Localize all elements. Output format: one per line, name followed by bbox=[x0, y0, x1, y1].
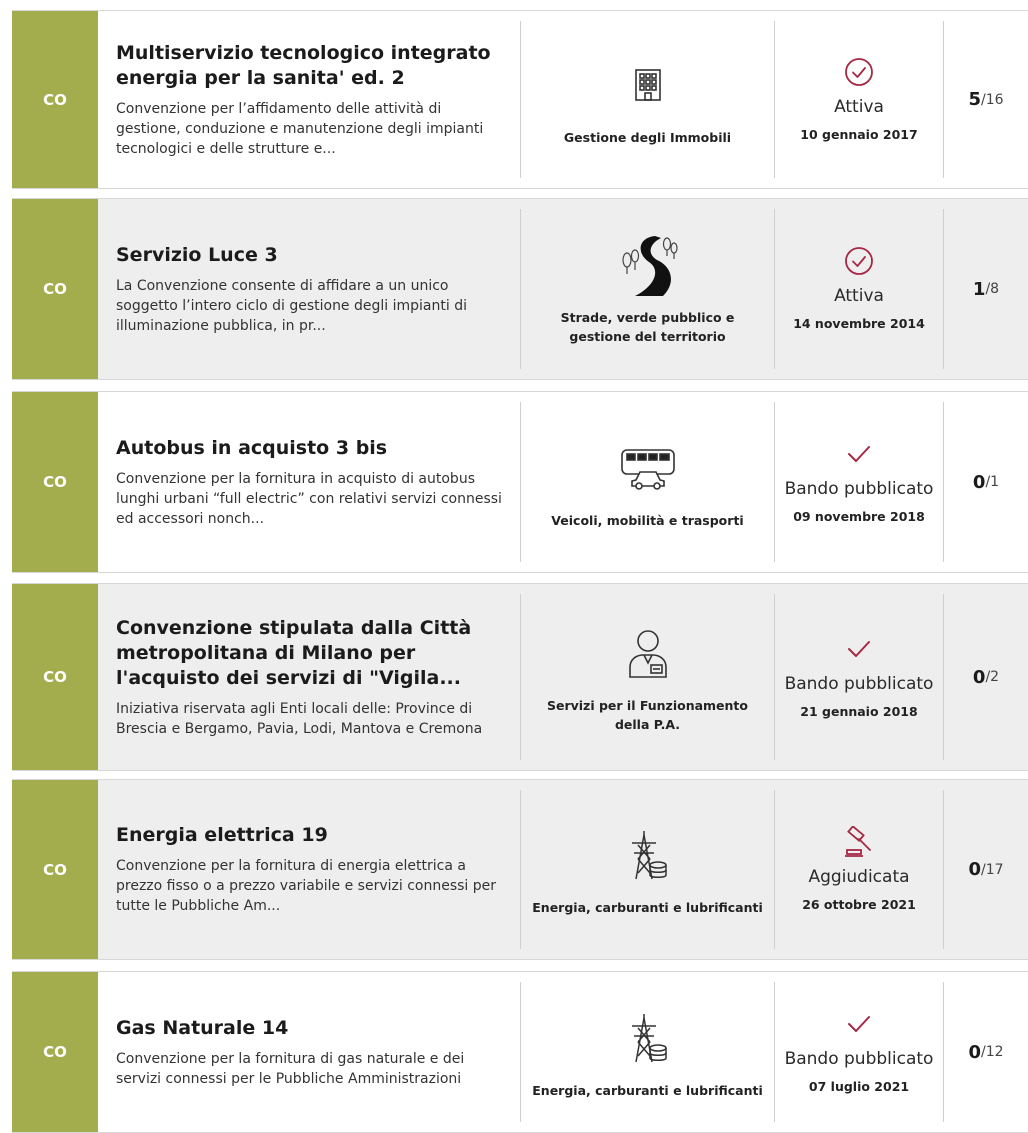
status-label: Bando pubblicato bbox=[784, 479, 934, 499]
type-tag: CO bbox=[12, 584, 98, 770]
status-cell bbox=[775, 972, 943, 1132]
status-label: Bando pubblicato bbox=[784, 674, 934, 694]
counter-value: 0 bbox=[972, 471, 986, 493]
initiative-title[interactable]: Gas Naturale 14 bbox=[116, 1016, 289, 1039]
status-date: 07 luglio 2021 bbox=[808, 1079, 910, 1094]
initiative-card[interactable] bbox=[12, 779, 1028, 960]
category-cell bbox=[521, 11, 774, 188]
initiative-card[interactable] bbox=[12, 583, 1028, 771]
category-cell bbox=[521, 199, 774, 379]
category-label: Gestione degli Immobili bbox=[563, 130, 732, 145]
counter-total: 2 bbox=[990, 669, 1000, 685]
counter-separator: / bbox=[985, 669, 991, 685]
initiative-title[interactable]: Autobus in acquisto 3 bis bbox=[116, 436, 388, 459]
status-label: Attiva bbox=[834, 96, 884, 117]
counter-total: 17 bbox=[985, 861, 1004, 878]
gavel-icon bbox=[843, 825, 875, 859]
checkmark-icon bbox=[846, 1007, 872, 1041]
status-date: 10 gennaio 2017 bbox=[800, 126, 918, 142]
counter-separator: / bbox=[985, 474, 991, 490]
building-icon bbox=[634, 52, 662, 118]
check-circle-icon bbox=[844, 244, 874, 278]
initiative-info bbox=[98, 584, 520, 770]
initiative-description: La Convenzione consente di affidare a un unico soggetto l’intero ciclo di gestione degli impianti di illuminazione pubblica, in pr... bbox=[116, 277, 467, 334]
initiative-info bbox=[98, 972, 520, 1132]
initiative-title[interactable]: Multiservizio tecnologico integrato energia per la sanita' ed. 2 bbox=[116, 41, 491, 89]
power-tower-icon bbox=[628, 822, 668, 888]
category-cell bbox=[521, 392, 774, 572]
lot-counter bbox=[944, 972, 1028, 1132]
bus-car-icon bbox=[618, 435, 678, 501]
type-tag: CO bbox=[12, 392, 98, 572]
status-date: 21 gennaio 2018 bbox=[800, 704, 918, 719]
initiative-description: Iniziativa riservata agli Enti locali delle: Province di Brescia e Bergamo, Pavia, Lodi, Mantova e Cremona bbox=[116, 700, 483, 737]
lot-counter bbox=[944, 199, 1028, 379]
status-date: 09 novembre 2018 bbox=[793, 509, 925, 524]
counter-total: 8 bbox=[990, 281, 1000, 297]
category-cell bbox=[521, 972, 774, 1132]
status-label: Bando pubblicato bbox=[784, 1049, 934, 1069]
check-circle-icon bbox=[844, 55, 874, 89]
initiative-description: Convenzione per la fornitura di energia elettrica a prezzo fisso o a prezzo variabile e servizi connessi per tutte le Pubbliche Am... bbox=[116, 858, 497, 914]
category-label: Energia, carburanti e lubrificanti bbox=[532, 900, 763, 915]
counter-total: 1 bbox=[990, 474, 1000, 490]
category-label: Servizi per il Funzionamento della P.A. bbox=[546, 698, 748, 732]
category-label: Veicoli, mobilità e trasporti bbox=[551, 512, 744, 528]
counter-value: 0 bbox=[972, 666, 986, 688]
counter-value: 5 bbox=[968, 89, 981, 110]
road-trees-icon bbox=[615, 232, 681, 298]
initiative-description: Convenzione per la fornitura in acquisto di autobus lunghi urbani “full electric” con relativi servizi connessi ed accessori nonch... bbox=[116, 470, 502, 527]
checkmark-icon bbox=[846, 437, 872, 471]
counter-separator: / bbox=[980, 861, 986, 878]
status-cell bbox=[775, 11, 943, 188]
initiative-title[interactable]: Convenzione stipulata dalla Città metropolitana di Milano per l'acquisto dei servizi di "Vigila... bbox=[116, 616, 472, 689]
category-label: Energia, carburanti e lubrificanti bbox=[532, 1082, 763, 1098]
initiative-title[interactable]: Servizio Luce 3 bbox=[116, 243, 278, 266]
type-tag: CO bbox=[12, 11, 98, 188]
status-cell bbox=[775, 584, 943, 770]
officer-badge-icon bbox=[625, 620, 671, 686]
category-cell bbox=[521, 780, 774, 959]
initiative-card[interactable] bbox=[12, 198, 1028, 380]
initiative-info bbox=[98, 392, 520, 572]
status-label: Aggiudicata bbox=[808, 866, 910, 887]
lot-counter bbox=[944, 11, 1028, 188]
category-label: Strade, verde pubblico e gestione del territorio bbox=[560, 310, 735, 344]
lot-counter bbox=[944, 780, 1028, 959]
type-tag: CO bbox=[12, 780, 98, 959]
lot-counter bbox=[944, 584, 1028, 770]
initiative-description: Convenzione per l’affidamento delle attività di gestione, conduzione e manutenzione degli impianti tecnologici e delle strutture e... bbox=[116, 100, 484, 157]
counter-separator: / bbox=[980, 1044, 986, 1060]
checkmark-icon bbox=[846, 632, 872, 666]
initiative-title[interactable]: Energia elettrica 19 bbox=[116, 824, 328, 846]
initiative-card[interactable] bbox=[12, 10, 1028, 189]
initiative-card[interactable] bbox=[12, 391, 1028, 573]
initiative-info bbox=[98, 11, 520, 188]
category-cell bbox=[521, 584, 774, 770]
counter-value: 1 bbox=[972, 278, 986, 300]
type-tag: CO bbox=[12, 972, 98, 1132]
status-cell bbox=[775, 199, 943, 379]
status-cell bbox=[775, 392, 943, 572]
status-cell bbox=[775, 780, 943, 959]
initiative-info bbox=[98, 780, 520, 959]
counter-total: 16 bbox=[985, 91, 1004, 108]
initiative-card[interactable] bbox=[12, 971, 1028, 1133]
status-label: Attiva bbox=[834, 286, 884, 306]
initiative-description: Convenzione per la fornitura di gas naturale e dei servizi connessi per le Pubbliche Amministrazioni bbox=[116, 1050, 465, 1087]
counter-value: 0 bbox=[968, 859, 981, 880]
lot-counter bbox=[944, 392, 1028, 572]
counter-total: 12 bbox=[985, 1044, 1004, 1060]
status-date: 26 ottobre 2021 bbox=[802, 896, 916, 912]
type-tag: CO bbox=[12, 199, 98, 379]
counter-separator: / bbox=[980, 91, 986, 108]
status-date: 14 novembre 2014 bbox=[793, 316, 925, 331]
initiative-info bbox=[98, 199, 520, 379]
power-tower-icon bbox=[628, 1005, 668, 1071]
counter-separator: / bbox=[985, 281, 991, 297]
counter-value: 0 bbox=[968, 1041, 981, 1063]
